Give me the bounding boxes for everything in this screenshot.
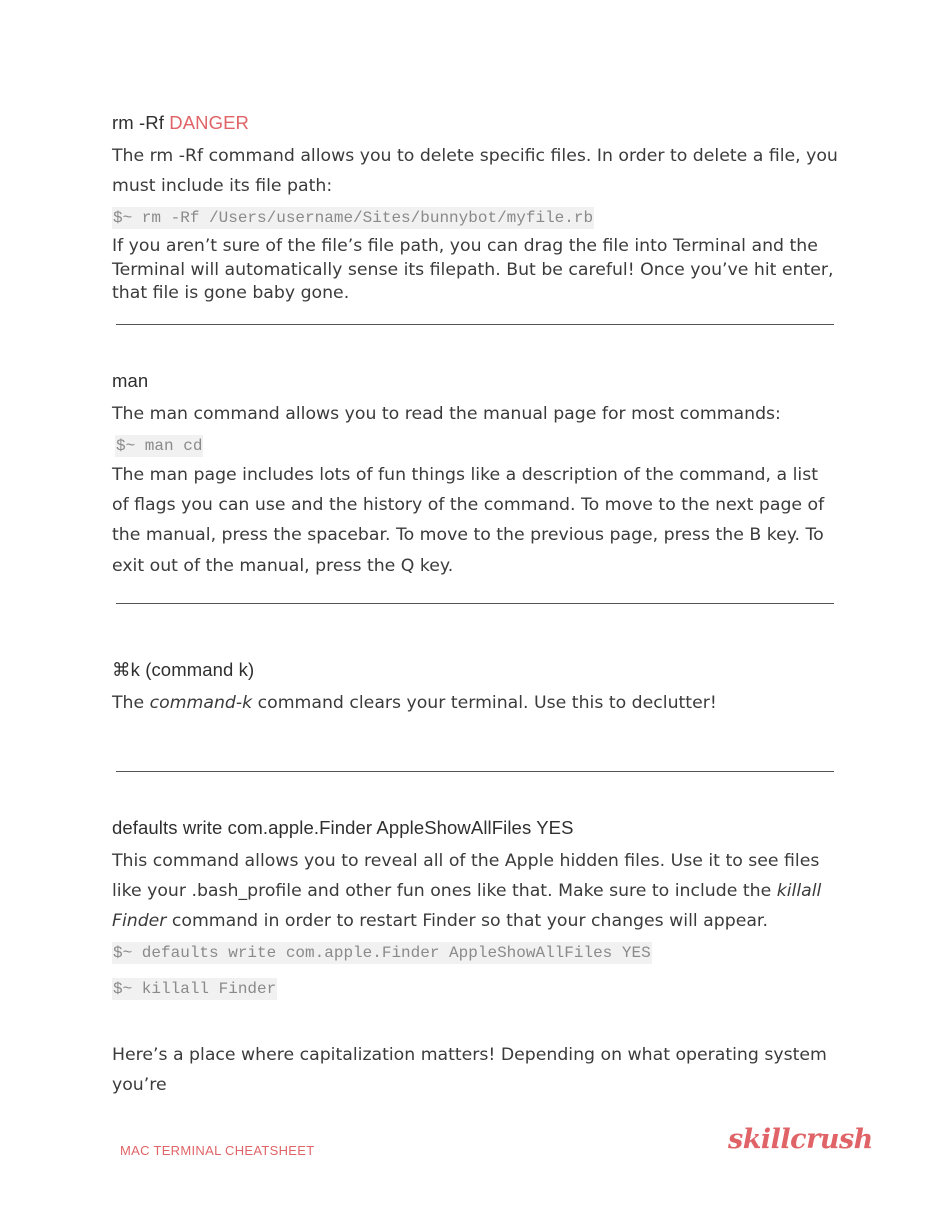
section-divider [116, 603, 834, 604]
man-intro: The man command allows you to read the manual page for most commands: [112, 404, 781, 424]
defaults-text-start: This command allows you to reveal all of the Apple hidden files. Use it to see files like your .bash_profile and other fun ones like that. Make sure to include the [112, 851, 820, 902]
command-k-heading: ⌘k (command k) [112, 659, 255, 680]
rm-heading-command: rm -Rf [112, 112, 164, 133]
rm-note: If you aren’t sure of the file’s file path, you can drag the file into Terminal and the Terminal will automatically sense its filepath. But be careful! Once you’ve hit enter, that file is gone baby gone. [112, 236, 834, 304]
skillcrush-logo: skillcrush [728, 1124, 873, 1155]
command-k-text-end: command clears your terminal. Use this to declutter! [252, 693, 717, 713]
command-k-text [112, 688, 840, 718]
command-k-emphasis: command-k [149, 693, 253, 713]
man-heading: man [112, 370, 149, 391]
defaults-code: $~ defaults write com.apple.Finder AppleShowAllFiles YES [113, 944, 651, 962]
man-code: $~ man cd [116, 437, 203, 455]
command-k-text-start: The [112, 693, 150, 713]
danger-label: DANGER [169, 112, 249, 133]
section-divider [116, 324, 834, 325]
footer-label: MAC TERMINAL CHEATSHEET [120, 1143, 315, 1158]
capitalization-note: Here’s a place where capitalization matters! Depending on what operating system you’re [112, 1045, 827, 1096]
man-note: The man page includes lots of fun things like a description of the command, a list of flags you can use and the history of the command. To move to the next page of the manual, press the spacebar. To move to the previous page, press the B key. To exit out of the manual, press the Q key. [112, 465, 825, 576]
rm-intro: The rm -Rf command allows you to delete specific files. In order to delete a file, you must include its file path: [112, 146, 838, 197]
rm-heading [112, 112, 249, 134]
rm-code: $~ rm -Rf /Users/username/Sites/bunnybot/myfile.rb [113, 209, 594, 227]
section-divider [116, 771, 834, 772]
defaults-text-end: command in order to restart Finder so that your changes will appear. [166, 911, 768, 932]
defaults-emphasis: killall Finder [112, 881, 822, 932]
defaults-heading: defaults write com.apple.Finder AppleShowAllFiles YES [112, 817, 574, 838]
killall-code: $~ killall Finder [113, 980, 277, 998]
defaults-text [112, 846, 840, 937]
